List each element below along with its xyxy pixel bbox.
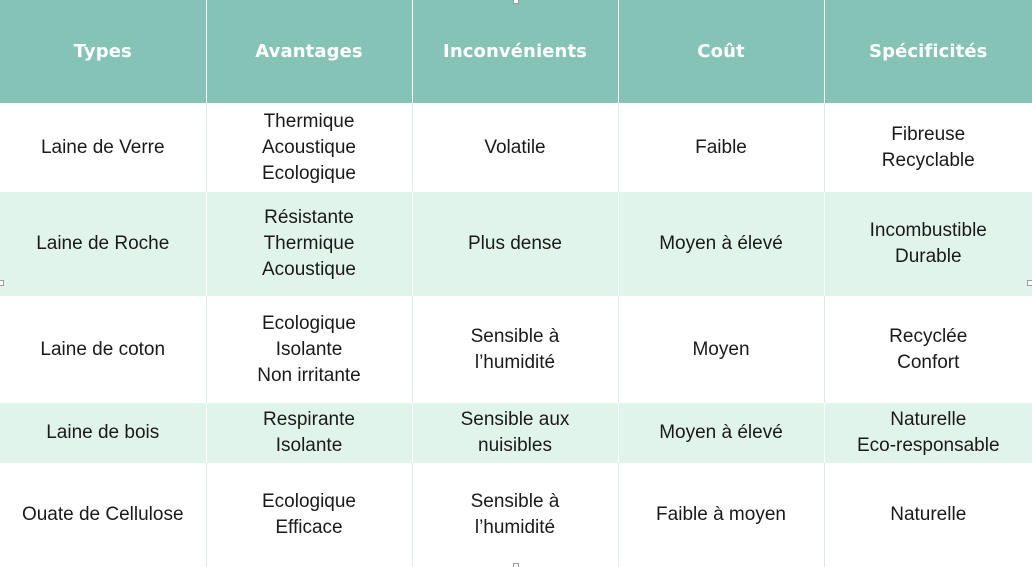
cell-type — [0, 463, 206, 567]
cell-line: Efficace — [275, 517, 343, 538]
cell-specificites — [824, 463, 1032, 567]
header-row — [0, 0, 1032, 103]
header-inconvenients: Inconvénients — [412, 0, 618, 103]
cell-inconvenients — [412, 403, 618, 463]
cell-line: Fibreuse — [891, 123, 966, 145]
cell-avantages — [206, 296, 412, 403]
cell-specificites — [824, 192, 1032, 296]
cell-inconvenients — [412, 103, 618, 192]
header-cout: Coût — [618, 0, 824, 103]
cell-avantages — [206, 463, 412, 567]
cell-line: Durable — [894, 246, 962, 267]
cell-line: Moyen à élevé — [659, 422, 783, 443]
cell-line: Recyclée — [889, 325, 968, 347]
cell-line: Naturelle — [890, 409, 967, 430]
cell-type — [0, 403, 206, 463]
table-row — [0, 403, 1032, 463]
cell-line: Plus dense — [467, 233, 562, 254]
cell-type — [0, 296, 206, 403]
cell-line: Thermique — [263, 233, 355, 254]
cell-type — [0, 103, 206, 192]
cell-line: Laine de Verre — [40, 136, 165, 158]
cell-avantages — [206, 192, 412, 296]
cell-line: l’humidité — [474, 351, 556, 373]
cell-line: l’humidité — [474, 517, 556, 538]
resize-handle-top[interactable] — [513, 0, 519, 4]
table-row — [0, 192, 1032, 296]
cell-line: Confort — [897, 351, 960, 373]
header-avantages: Avantages — [206, 0, 412, 103]
resize-handle-left[interactable] — [0, 280, 4, 286]
cell-type — [0, 192, 206, 296]
cell-cout — [618, 192, 824, 296]
cell-line: Non irritante — [257, 364, 361, 386]
cell-line: Respirante — [263, 409, 355, 430]
cell-cout — [618, 463, 824, 567]
cell-line: Isolante — [275, 338, 343, 360]
cell-inconvenients — [412, 296, 618, 403]
resize-handle-right[interactable] — [1027, 280, 1032, 286]
resize-handle-bottom[interactable] — [513, 563, 519, 567]
header-specificites: Spécificités — [824, 0, 1032, 103]
cell-line: nuisibles — [478, 435, 552, 456]
cell-cout — [618, 403, 824, 463]
cell-cout — [618, 103, 824, 192]
cell-line: Moyen à élevé — [659, 233, 783, 254]
cell-line: Faible à moyen — [656, 504, 786, 525]
header-types: Types — [0, 0, 206, 103]
cell-cout — [618, 296, 824, 403]
table-row — [0, 463, 1032, 567]
cell-line: Isolante — [275, 435, 343, 456]
cell-line: Moyen — [692, 338, 750, 360]
cell-line: Sensible à — [470, 325, 560, 347]
cell-line: Acoustique — [261, 259, 356, 280]
cell-inconvenients — [412, 192, 618, 296]
cell-line: Ouate de Cellulose — [21, 504, 184, 525]
cell-line: Ecologique — [261, 162, 357, 184]
cell-specificites — [824, 103, 1032, 192]
cell-specificites — [824, 403, 1032, 463]
table-row — [0, 296, 1032, 403]
cell-line: Acoustique — [261, 136, 356, 158]
cell-line: Ecologique — [261, 312, 357, 334]
cell-line: Naturelle — [890, 504, 967, 525]
cell-line: Sensible à — [470, 491, 560, 512]
cell-line: Recyclable — [881, 149, 975, 171]
cell-specificites — [824, 296, 1032, 403]
cell-inconvenients — [412, 463, 618, 567]
table-row — [0, 103, 1032, 192]
cell-line: Thermique — [263, 110, 355, 132]
cell-line: Eco-responsable — [856, 435, 1000, 456]
cell-line: Volatile — [484, 136, 546, 158]
cell-line: Faible — [695, 136, 747, 158]
cell-avantages — [206, 103, 412, 192]
cell-line: Sensible aux — [460, 409, 570, 430]
cell-line: Ecologique — [261, 491, 357, 512]
cell-line: Laine de bois — [46, 422, 160, 443]
cell-line: Incombustible — [869, 220, 987, 241]
cell-line: Résistante — [264, 207, 354, 228]
cell-line: Laine de coton — [40, 338, 166, 360]
cell-avantages — [206, 403, 412, 463]
cell-line: Laine de Roche — [36, 233, 170, 254]
